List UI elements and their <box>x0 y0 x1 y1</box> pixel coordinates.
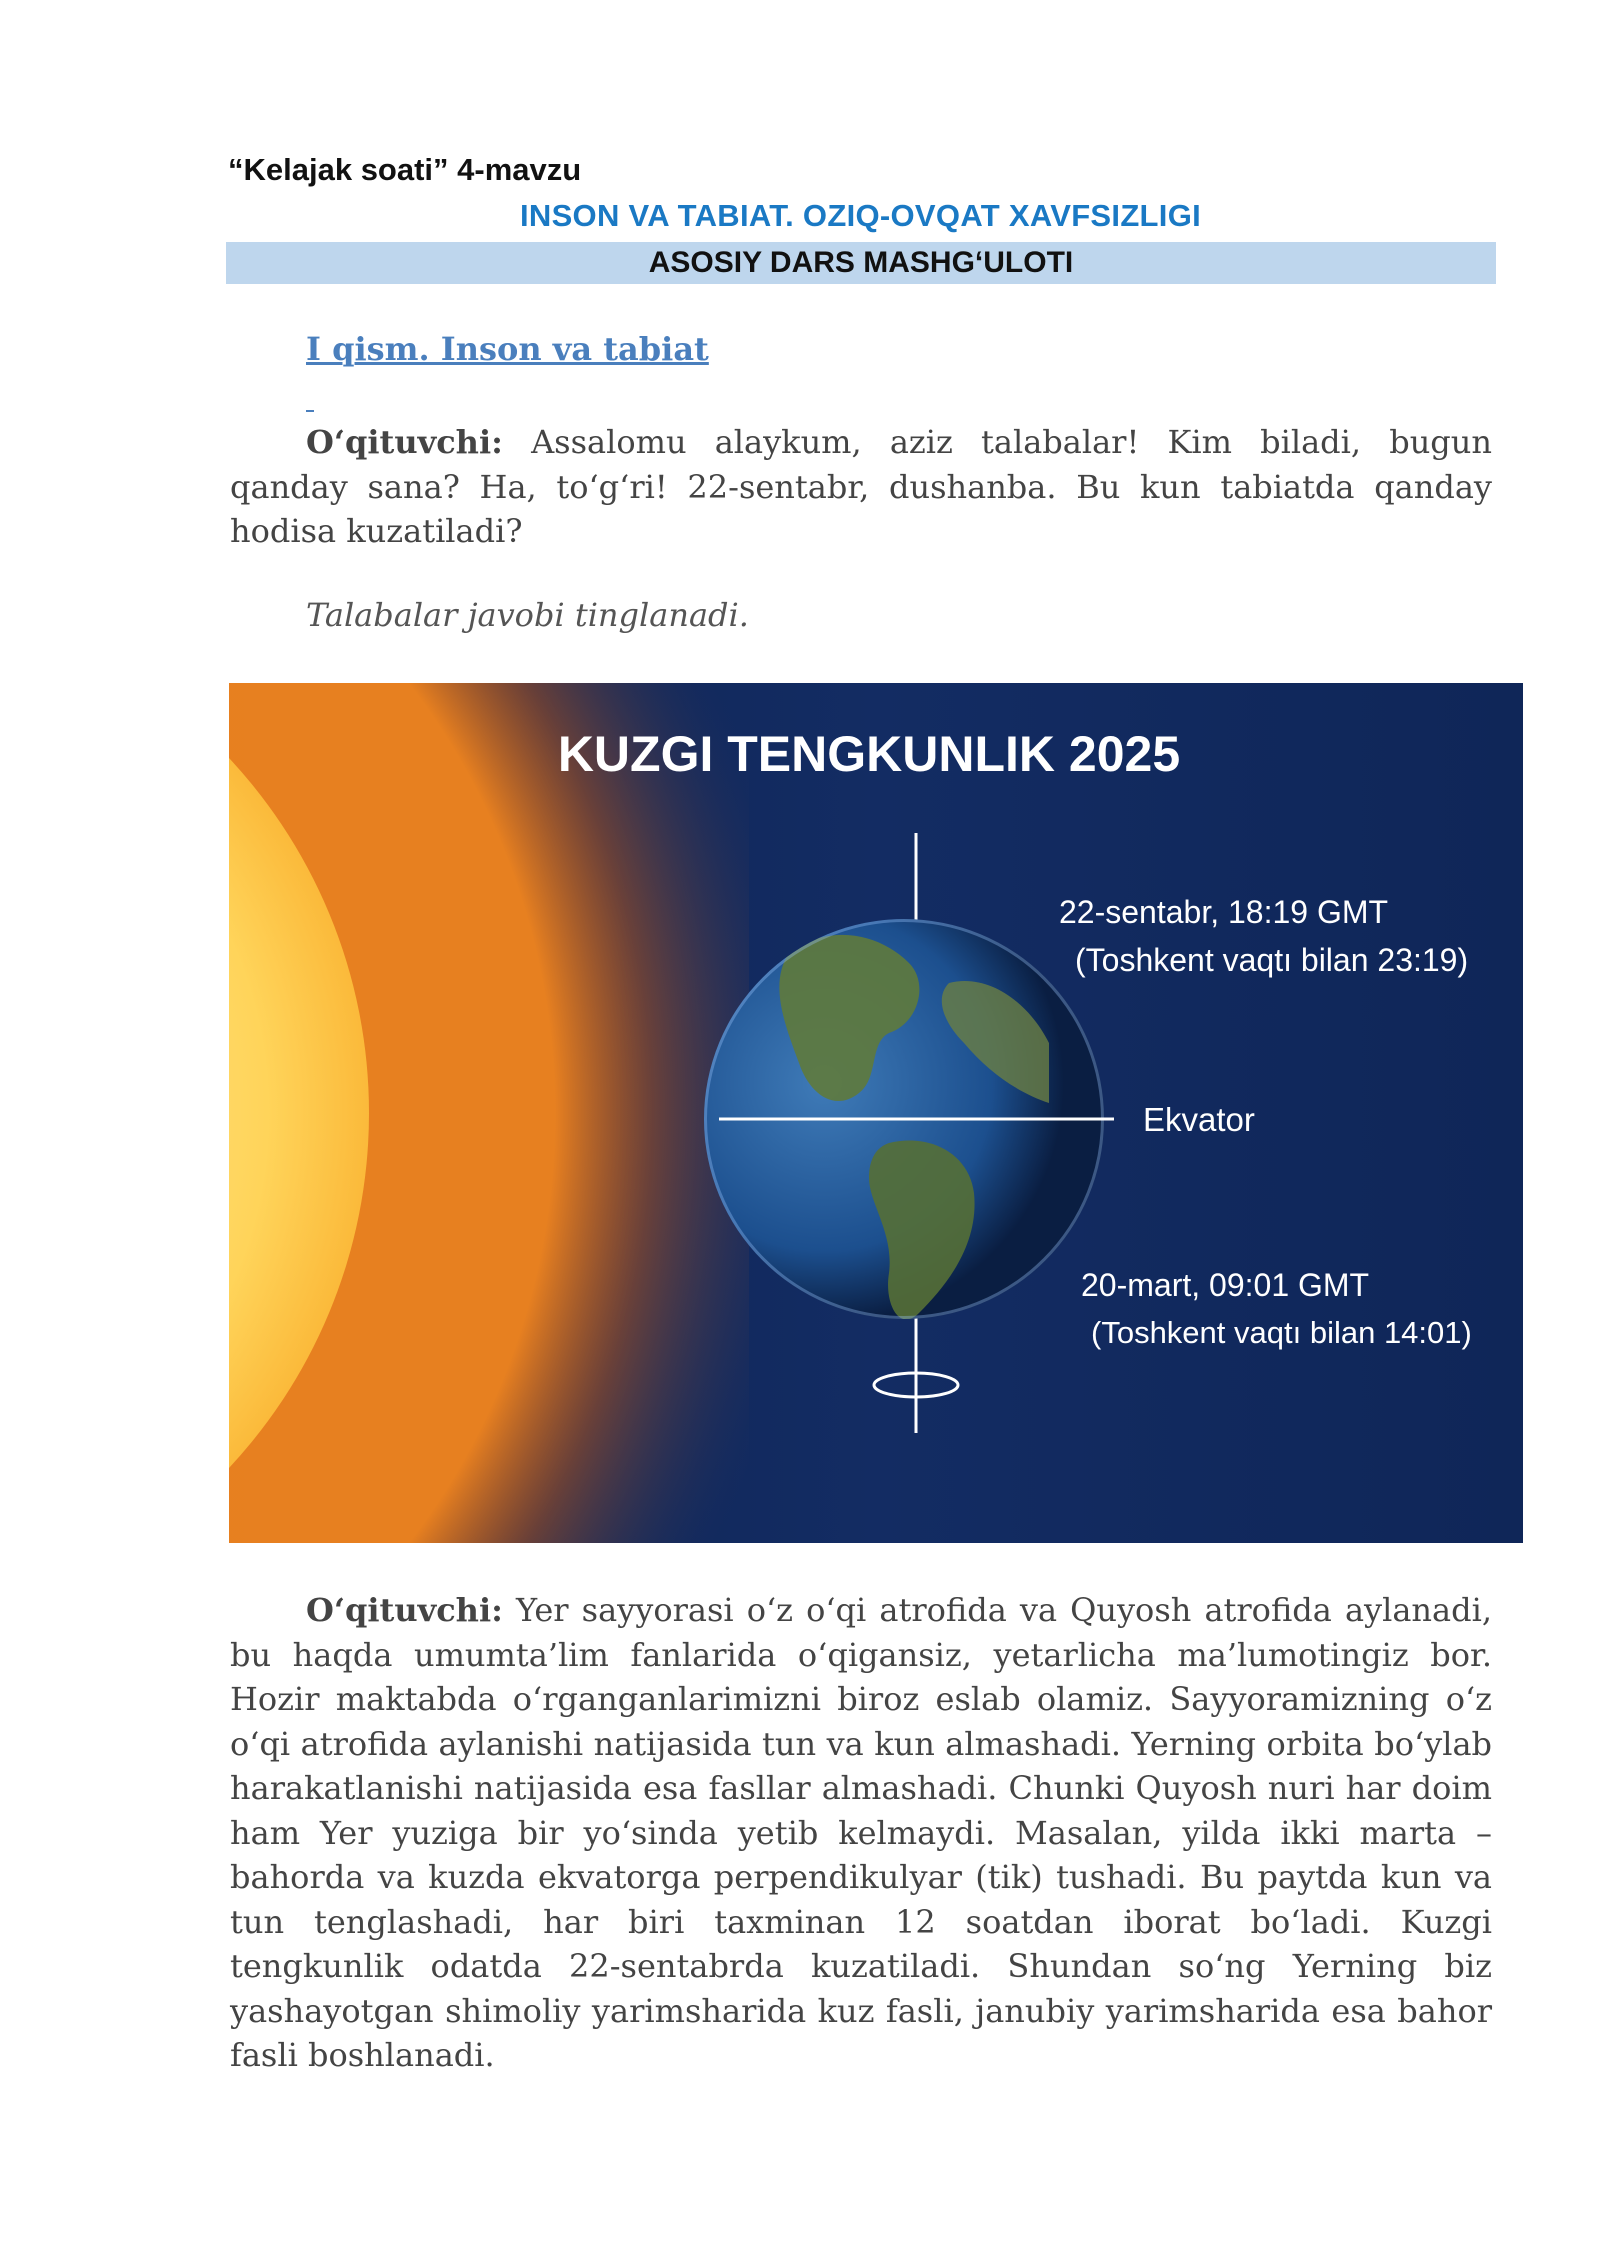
speaker-label: O‘qituvchi: <box>306 1591 503 1629</box>
equinox-figure <box>229 683 1523 1543</box>
paragraph-1 <box>230 420 1492 554</box>
underline-mark <box>306 410 314 412</box>
march-date: 20-mart, 09:01 GMT <box>1081 1267 1370 1303</box>
students-note: Talabalar javobi tinglanadi. <box>306 596 749 634</box>
topic-label: “Kelajak soati” 4-mavzu <box>228 152 582 187</box>
september-date: 22-sentabr, 18:19 GMT <box>1059 894 1389 930</box>
paragraph-2-text: Yer sayyorasi o‘z o‘qi atrofida va Quyosh atrofida aylanadi, bu haqda umumta’lim fanlarida o‘qigansiz, yetarlicha ma’lumotingiz bor. Hozir maktabda o‘rganganlarimizni biroz eslab olamiz. Sayyoramizning o‘z o‘qi atrofida aylanishi natijasida tun va kun almashadi. Yerning orbita bo‘ylab harakatlanishi natijasida esa fasllar almashadi. Chunki Quyosh nuri har doim ham Yer yuziga bir yo‘sinda yetib kelmaydi. Masalan, yilda ikki marta – bahorda va kuzda ekvatorga perpendikulyar (tik) tushadi. Bu paytda kun va tun tenglashadi, har biri taxminan 12 soatdan iborat bo‘ladi. Kuzgi tengkunlik odatda 22-sentabrda kuzatiladi. Shundan so‘ng Yerning biz yashayotgan shimoliy yarimsharida kuz fasli, janubiy yarimsharida esa bahor fasli boshlanadi. <box>230 1591 1492 2074</box>
speaker-label: O‘qituvchi: <box>306 423 503 461</box>
main-title: INSON VA TABIAT. OZIQ-OVQAT XAVFSIZLIGI <box>519 198 1202 233</box>
march-local-time: (Toshkent vaqtı bilan 14:01) <box>1091 1315 1472 1350</box>
figure-title: KUZGI TENGKUNLIK 2025 <box>557 726 1181 782</box>
equinox-illustration <box>229 683 1523 1543</box>
section-heading: I qism. Inson va tabiat <box>306 330 709 368</box>
september-local-time: (Toshkent vaqtı bilan 23:19) <box>1075 942 1469 978</box>
paragraph-2 <box>230 1588 1492 2078</box>
subtitle: ASOSIY DARS MASHG‘ULOTI <box>648 246 1074 279</box>
subtitle-bar <box>226 242 1496 284</box>
paragraph-1-text: Assalomu alaykum, aziz talabalar! Kim biladi, bugun qanday sana? Ha, to‘g‘ri! 22-sentabr, dushanba. Bu kun tabiatda qanday hodisa kuzatiladi? <box>230 423 1492 550</box>
equator-label: Ekvator <box>1143 1101 1255 1138</box>
